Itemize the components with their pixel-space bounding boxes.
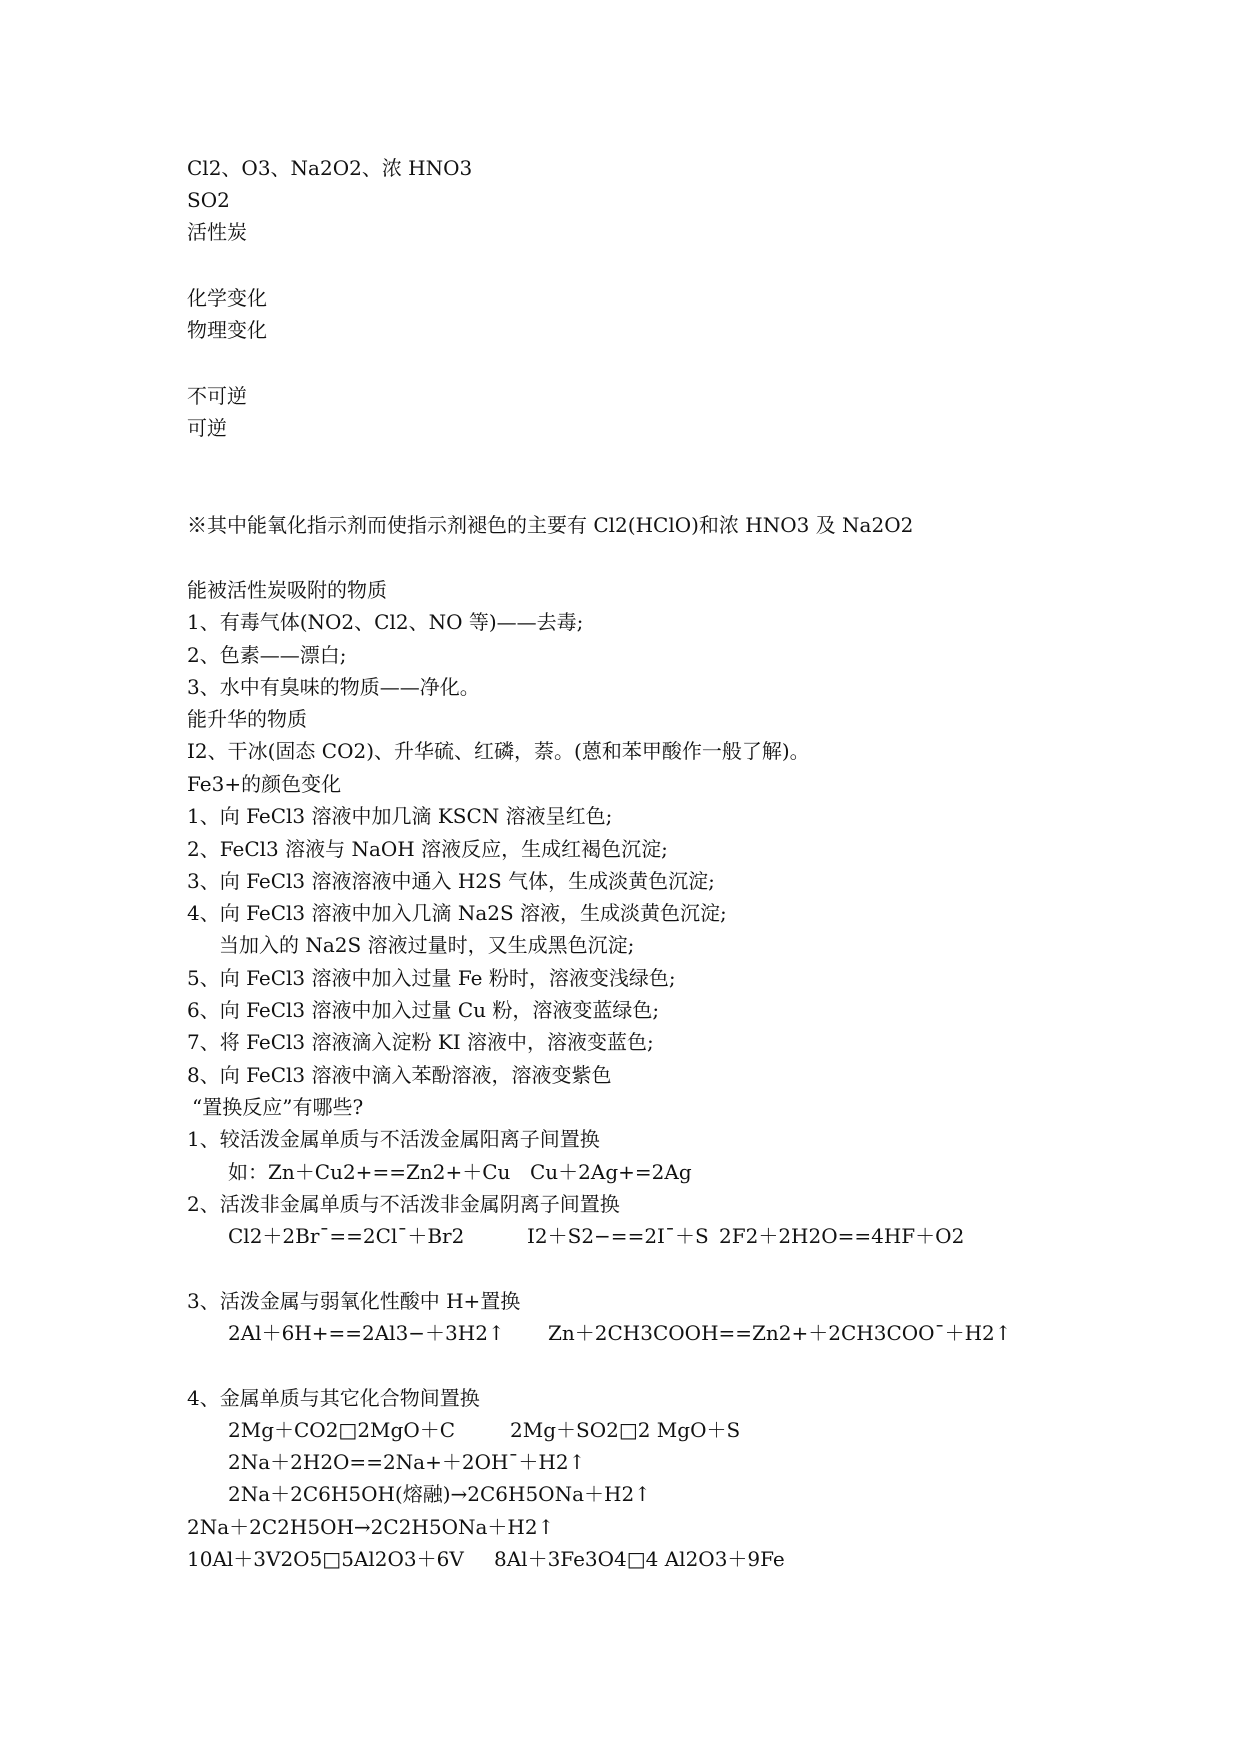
- equation-4b: 2Mg＋SO2□2 MgO＋S: [510, 1418, 741, 1442]
- list-item-displacement-2: 2、活泼非金属单质与不活泼非金属阴离子间置换: [187, 1192, 620, 1216]
- list-item-adsorption-2: 2、色素——漂白;: [187, 643, 347, 667]
- text-line-bleaching-oxidants: Cl2、O3、Na2O2、浓 HNO3: [187, 156, 473, 180]
- equation-2b: I2＋S2−==2I¯＋S: [527, 1224, 709, 1248]
- text-line-note-indicator: ※其中能氧化指示剂而使指示剂褪色的主要有 Cl2(HClO)和浓 HNO3 及 Na2O2: [187, 513, 914, 537]
- equation-1b: Cu＋2Ag+=2Ag: [530, 1160, 692, 1184]
- list-item-displacement-3: 3、活泼金属与弱氧化性酸中 H+置换: [187, 1289, 521, 1313]
- list-item-fe3-7: 7、将 FeCl3 溶液滴入淀粉 KI 溶液中，溶液变蓝色;: [187, 1030, 654, 1054]
- list-item-fe3-4-continued: 当加入的 Na2S 溶液过量时，又生成黑色沉淀;: [219, 933, 635, 957]
- equation-1a: 如：Zn＋Cu2+==Zn2+＋Cu: [228, 1160, 511, 1184]
- text-line-sublimation-list: I2、干冰(固态 CO2)、升华硫、红磷，萘。(蒽和苯甲酸作一般了解)。: [187, 739, 810, 763]
- text-line-chemical-change: 化学变化: [187, 286, 267, 310]
- text-line-activated-carbon: 活性炭: [187, 220, 247, 244]
- equation-2c: 2F2＋2H2O==4HF＋O2: [719, 1224, 965, 1248]
- equation-4e: 2Na＋2C2H5OH→2C2H5ONa＋H2↑: [187, 1515, 555, 1539]
- equation-4d: 2Na＋2C6H5OH(熔融)→2C6H5ONa＋H2↑: [228, 1482, 651, 1506]
- section-heading-displacement: “置换反应”有哪些?: [192, 1095, 364, 1119]
- equation-3a: 2Al＋6H+==2Al3−＋3H2↑: [228, 1321, 505, 1345]
- list-item-fe3-2: 2、FeCl3 溶液与 NaOH 溶液反应，生成红褐色沉淀;: [187, 837, 668, 861]
- text-line-physical-change: 物理变化: [187, 318, 267, 342]
- list-item-displacement-4: 4、金属单质与其它化合物间置换: [187, 1386, 480, 1410]
- section-heading-fe3-color: Fe3+的颜色变化: [187, 772, 342, 796]
- list-item-adsorption-1: 1、有毒气体(NO2、Cl2、NO 等)——去毒;: [187, 610, 584, 634]
- text-line-so2: SO2: [187, 188, 230, 212]
- text-line-reversible: 可逆: [187, 416, 227, 440]
- list-item-fe3-8: 8、向 FeCl3 溶液中滴入苯酚溶液，溶液变紫色: [187, 1063, 612, 1087]
- equation-5b: 8Al＋3Fe3O4□4 Al2O3＋9Fe: [494, 1547, 785, 1571]
- list-item-displacement-1: 1、较活泼金属单质与不活泼金属阳离子间置换: [187, 1127, 600, 1151]
- list-item-fe3-6: 6、向 FeCl3 溶液中加入过量 Cu 粉，溶液变蓝绿色;: [187, 998, 660, 1022]
- list-item-fe3-1: 1、向 FeCl3 溶液中加几滴 KSCN 溶液呈红色;: [187, 804, 613, 828]
- list-item-fe3-5: 5、向 FeCl3 溶液中加入过量 Fe 粉时，溶液变浅绿色;: [187, 966, 676, 990]
- equation-5a: 10Al＋3V2O5□5Al2O3＋6V: [187, 1547, 464, 1571]
- equation-3b: Zn＋2CH3COOH==Zn2+＋2CH3COO¯＋H2↑: [548, 1321, 1012, 1345]
- equation-4c: 2Na＋2H2O==2Na+＋2OH¯＋H2↑: [228, 1450, 586, 1474]
- equation-2a: Cl2＋2Br¯==2Cl¯＋Br2: [228, 1224, 465, 1248]
- equation-4a: 2Mg＋CO2□2MgO＋C: [228, 1418, 456, 1442]
- list-item-fe3-4: 4、向 FeCl3 溶液中加入几滴 Na2S 溶液，生成淡黄色沉淀;: [187, 901, 727, 925]
- text-line-irreversible: 不可逆: [187, 384, 247, 408]
- list-item-adsorption-3: 3、水中有臭味的物质——净化。: [187, 675, 480, 699]
- section-heading-sublimation: 能升华的物质: [187, 707, 307, 731]
- section-heading-adsorption: 能被活性炭吸附的物质: [187, 578, 387, 602]
- list-item-fe3-3: 3、向 FeCl3 溶液溶液中通入 H2S 气体，生成淡黄色沉淀;: [187, 869, 715, 893]
